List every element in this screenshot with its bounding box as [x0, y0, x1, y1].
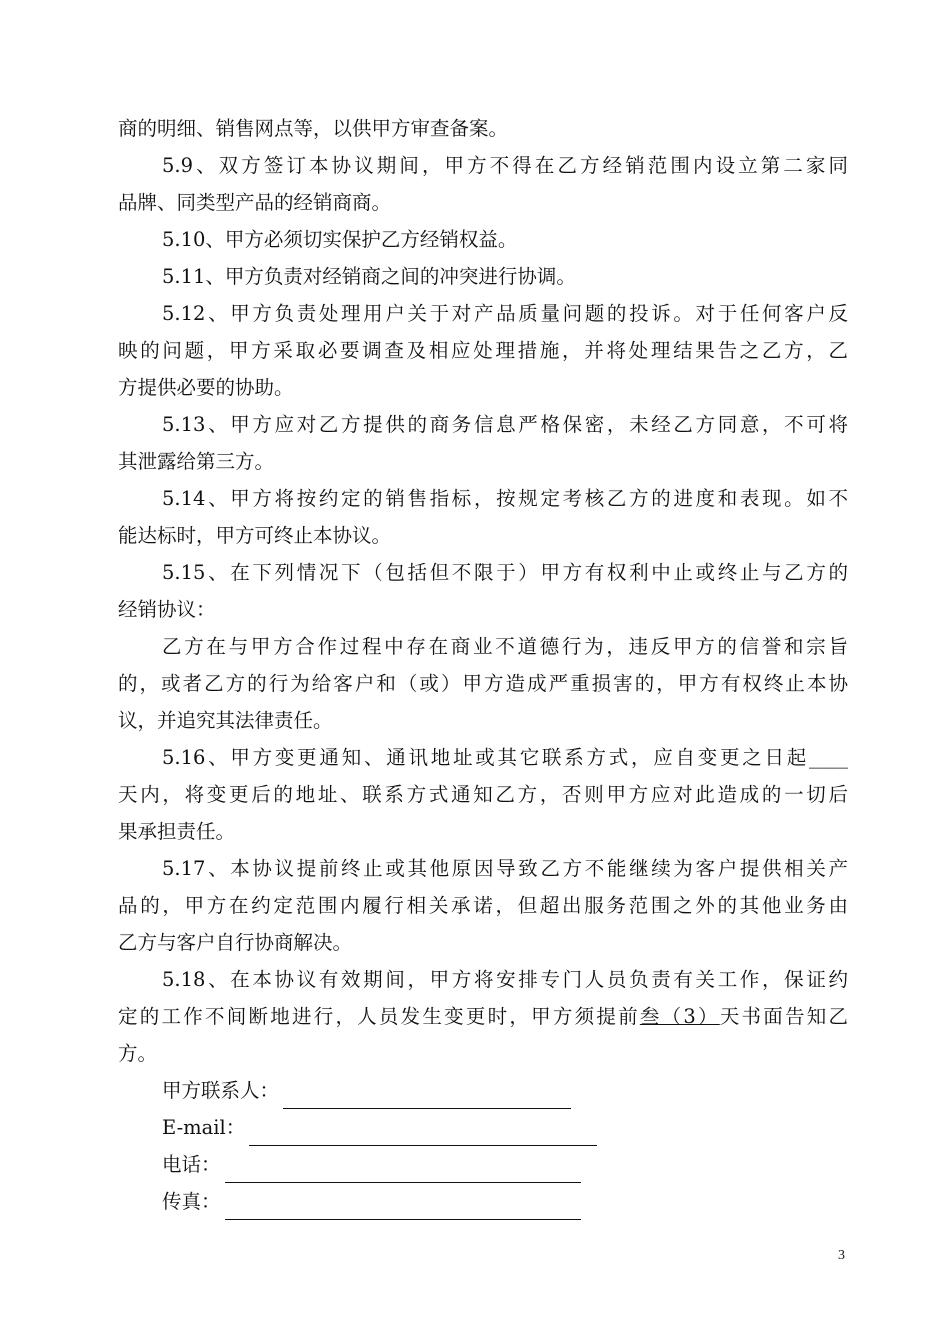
paragraph-line: 乙方在与甲方合作过程中存在商业不道德行为，违反甲方的信誉和宗旨 — [162, 635, 848, 658]
paragraph — [118, 258, 848, 295]
paragraph-line: 5.16、甲方变更通知、通讯地址或其它联系方式，应自变更之日起____ — [162, 746, 848, 769]
contract-body — [118, 110, 848, 998]
field-label: E-mail： — [162, 1116, 246, 1139]
blank-line — [283, 1084, 571, 1109]
paragraph-line: 的，或者乙方的行为给客户和（或）甲方造成严重损害的，甲方有权终止本协 — [118, 672, 848, 695]
paragraph-line: 乙方与客户自行协商解决。 — [118, 931, 353, 954]
paragraph — [118, 739, 848, 850]
field-label: 甲方联系人： — [162, 1079, 280, 1102]
paragraph — [118, 480, 848, 554]
text-run: 定的工作不间断地进行，人员发生变更时，甲方须提前 — [118, 1005, 640, 1028]
text-run: 天书面告知乙 — [719, 1005, 848, 1028]
field-label: 传真： — [162, 1190, 221, 1213]
paragraph-line: 5.9、双方签订本协议期间，甲方不得在乙方经销范围内设立第二家同 — [162, 154, 848, 177]
paragraph-line: 5.10、甲方必须切实保护乙方经销权益。 — [162, 228, 518, 251]
fax-field[interactable] — [118, 1183, 848, 1220]
paragraph — [118, 850, 848, 961]
paragraph — [118, 628, 848, 739]
paragraph — [118, 406, 848, 480]
page-number: 3 — [838, 1248, 845, 1263]
paragraph-line: 方提供必要的协助。 — [118, 376, 294, 399]
paragraph-line: 方。 — [118, 1042, 158, 1065]
paragraph-line: 品牌、同类型产品的经销商商。 — [118, 191, 392, 214]
paragraph-line: 5.18、在本协议有效期间，甲方将安排专门人员负责有关工作，保证约 — [162, 968, 848, 991]
paragraph-line: 能达标时，甲方可终止本协议。 — [118, 524, 392, 547]
blank-line — [249, 1121, 597, 1146]
paragraph-line: 果承担责任。 — [118, 820, 236, 843]
paragraph — [118, 110, 848, 147]
paragraph-line: 天内，将变更后的地址、联系方式通知乙方，否则甲方应对此造成的一切后 — [118, 783, 848, 806]
paragraph-line: 经销协议： — [118, 598, 216, 621]
paragraph-line: 其泄露给第三方。 — [118, 450, 275, 473]
field-label: 电话： — [162, 1153, 221, 1176]
paragraph — [118, 221, 848, 258]
paragraph — [118, 295, 848, 406]
underlined-days: 叁（3） — [639, 1005, 720, 1028]
phone-field[interactable] — [118, 1146, 848, 1183]
paragraph-line: 5.15、在下列情况下（包括但不限于）甲方有权利中止或终止与乙方的 — [162, 561, 848, 584]
document-page — [118, 110, 848, 1220]
blank-line — [225, 1195, 581, 1220]
paragraph-line: 5.13、甲方应对乙方提供的商务信息严格保密，未经乙方同意，不可将 — [162, 413, 848, 436]
paragraph-line: 5.14、甲方将按约定的销售指标，按规定考核乙方的进度和表现。如不 — [162, 487, 848, 510]
paragraph-line: 映的问题，甲方采取必要调查及相应处理措施，并将处理结果告之乙方，乙 — [118, 339, 848, 362]
paragraph-line — [118, 998, 848, 1035]
paragraph-line: 5.17、本协议提前终止或其他原因导致乙方不能继续为客户提供相关产 — [162, 857, 848, 880]
blank-line — [225, 1158, 581, 1183]
paragraph — [118, 554, 848, 628]
paragraph-line: 5.11、甲方负责对经销商之间的冲突进行协调。 — [162, 265, 576, 288]
email-field[interactable] — [118, 1109, 848, 1146]
paragraph — [118, 961, 848, 998]
paragraph-line: 5.12、甲方负责处理用户关于对产品质量问题的投诉。对于任何客户反 — [162, 302, 848, 325]
paragraph-line: 品的，甲方在约定范围内履行相关承诺，但超出服务范围之外的其他业务由 — [118, 894, 848, 917]
contact-person-field[interactable] — [118, 1072, 848, 1109]
paragraph-line: 议，并追究其法律责任。 — [118, 709, 333, 732]
paragraph-line: 商的明细、销售网点等，以供甲方审查备案。 — [118, 117, 509, 140]
paragraph — [118, 147, 848, 221]
